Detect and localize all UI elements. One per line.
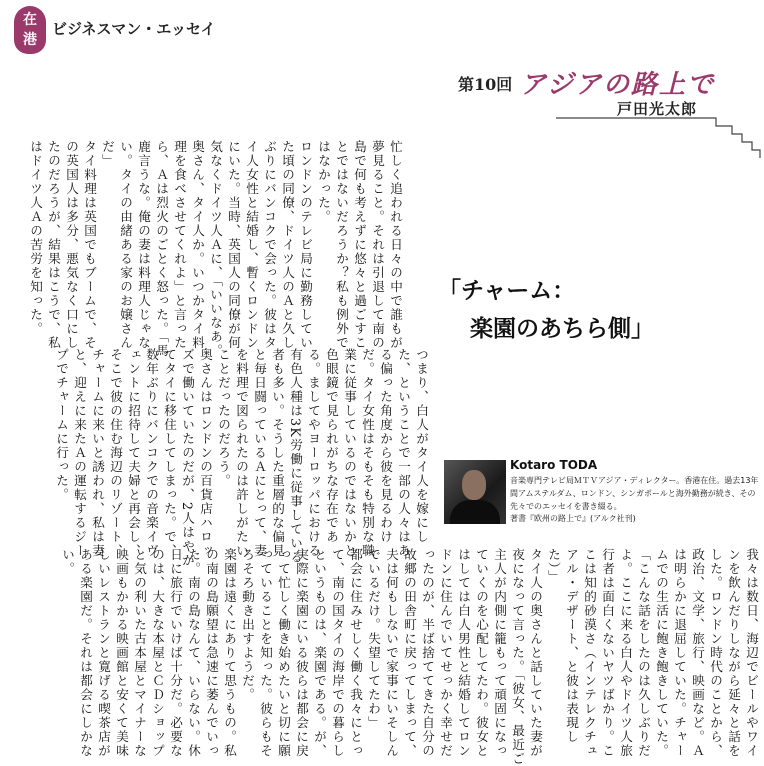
author-photo xyxy=(444,460,506,524)
pull-quote-line-1: 「チャーム： xyxy=(438,277,576,304)
stepped-rule-decoration xyxy=(556,98,764,158)
article-title: アジアの路上で xyxy=(520,70,715,100)
profile-name: Kotaro TODA xyxy=(510,458,598,472)
article-text-block-a: 忙しく追われる日々の中で誰もが夢見ること。それは引退して南の島で何も考えずに悠々と過ごすことではないだろうか？私も例外ではなかった。 ロンドンのテレビ局に勤務していた頃の同僚、ドイツ人のＡと久しぶりにバンコクで会った。彼はタイ人女性と結婚し、暫くロンドンにいた。当時、英国人の同僚が何気なくドイツ人Ａに、「いいなあ。奥さん、タイ人か。いつかタイ料理を食べさせてくれよ」と言ったら、Ａは烈火のごとく怒った。「馬鹿言うな。俺の妻は料理人じゃない。タイの由緒ある家のお嬢さんだ」 タイ料理は英国でもブームで、その英国人は多分、悪気なく口にしたのだろうが、結果はこうで、私はドイツ人Ａの苦労を知った。 xyxy=(28,140,403,358)
series-title: ビジネスマン・エッセイ xyxy=(52,20,216,38)
article-text-block-b: つまり、白人がタイ人を嫁にした、ということで一部の人々はある偏った角度から彼を見るわけだ。タイ女性はそもそも特別な職業に従事しているのではないかと色眼鏡で見られがちな存在である。ましてやヨーロッパにおける有色人種は3K労働に従事している者も多い。そうした重層的な偏見と毎日闘っているＡにとって、妻を料理で図られたのは許しがたいことだったのだろう。 奥さんはロンドンの百貨店ハロッズで働いていたのだが、2人はやがてタイに移住してしまった。で、数年ぶりにバンコクでの音楽イヴェントに招待して夫婦と再会し、そこで彼の住む海辺のリゾート、チャームに来いと誘われ、私は妻と、迎えに来たＡの運転するジープでチャームに行った。 xyxy=(54,348,429,568)
profile-books: 著書『欧州の路上で』(アルク社刊) xyxy=(510,514,636,523)
badge-bottom-char: 港 xyxy=(23,32,37,48)
profile-bio: 音楽専門テレビ局ＭＴＶアジア・ディレクター。香港在住。過去13年間アムステルダム、ロンドン、シンガポールと海外勤務が続き、その先々でのエッセイを書き綴る。 xyxy=(510,476,759,511)
photo-face xyxy=(462,470,486,500)
pull-quote-line-2: 楽園のあちら側」 xyxy=(470,315,654,342)
author-name: 戸田光太郎 xyxy=(617,100,698,118)
article-text-block-d: 我々は数日、海辺でビールやワインを飲んだりしながら延々と話をした。ロンドン時代のことから、政治、文学、旅行、映画など。Ａは明らかに退屈していた。チャームでの生活に飽き飽きしていた。「こんな話をしたのは久しぶりだよ。ここに来る白人やドイツ人旅行者は面白くないヤツばかり。ここは知的砂漠さ（インテレクチュアル・デザート、と彼は表現した）」 タイ人の奥さんと話していた妻が夜になって言った。「彼女、最近ご主人が内側に籠もって頑固になっていくのを心配してたわ。彼女とはしては白人男性と結婚してロンドンに住んでいてせっかく幸せだったのが、半ば捨ててきた自分の故郷の田舎町に戻ってしまって、夫は何もしないで家事にいそしんでいるだけ。失望してたわ」 都会に住みせしく働く我々にとって、南の国タイの海岸での暮らしというものは、楽園である。が、実際に楽園にいる彼らは都会に戻って忙しく働き始めたいと切に願っていることを知った。彼らもそろそろ動き出すようだ。 楽園は遠くにありて思うもの。私の南の島願望は急速に萎んでいった。南の島なんて、いらない。休日に旅行でいけば十分だ。必要なのは、大きな本屋とＣＤショップと気の利いた古本屋とマイナーな映画もかかる映画館と安くて美味しいレストランと寛げる喫茶店がある楽園だ。それは都会にしかない。 xyxy=(60,548,759,766)
photo-body xyxy=(450,500,500,524)
section-badge xyxy=(14,6,46,54)
pull-quote xyxy=(438,272,688,348)
badge-top-char: 在 xyxy=(23,12,37,28)
episode-number: 第10回 xyxy=(458,75,513,94)
